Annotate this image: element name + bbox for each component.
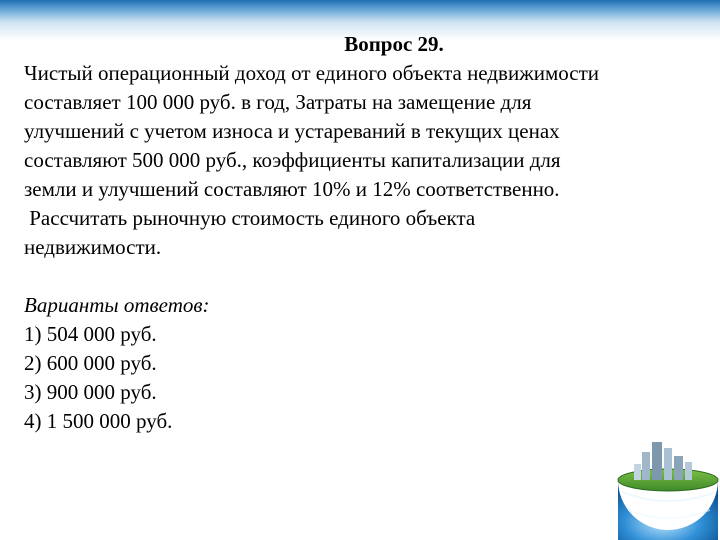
answer-option-2: 2) 600 000 руб. [24, 351, 157, 375]
question-line: составляет 100 000 руб. в год, Затраты на замещение для [24, 90, 532, 114]
answer-option-3: 3) 900 000 руб. [24, 380, 157, 404]
question-line: Рассчитать рыночную стоимость единого объекта [24, 206, 476, 230]
question-line: земли и улучшений составляют 10% и 12% соответственно. [24, 177, 560, 201]
question-text [24, 59, 704, 262]
question-line: недвижимости. [24, 235, 162, 259]
question-line: составляют 500 000 руб., коэффициенты капитализации для [24, 148, 561, 172]
question-line: улучшений с учетом износа и устареваний в текущих ценах [24, 119, 560, 143]
answer-option-4: 4) 1 500 000 руб. [24, 409, 173, 433]
answer-option-1: 1) 504 000 руб. [24, 322, 157, 346]
answer-list [24, 320, 704, 436]
answers-heading: Варианты ответов: [24, 293, 210, 317]
spacer [24, 262, 704, 291]
slide-content [24, 30, 704, 436]
question-title: Вопрос 29. [344, 32, 444, 56]
city-globe-icon [612, 430, 720, 540]
question-line: Чистый операционный доход от единого объекта недвижимости [24, 61, 599, 85]
